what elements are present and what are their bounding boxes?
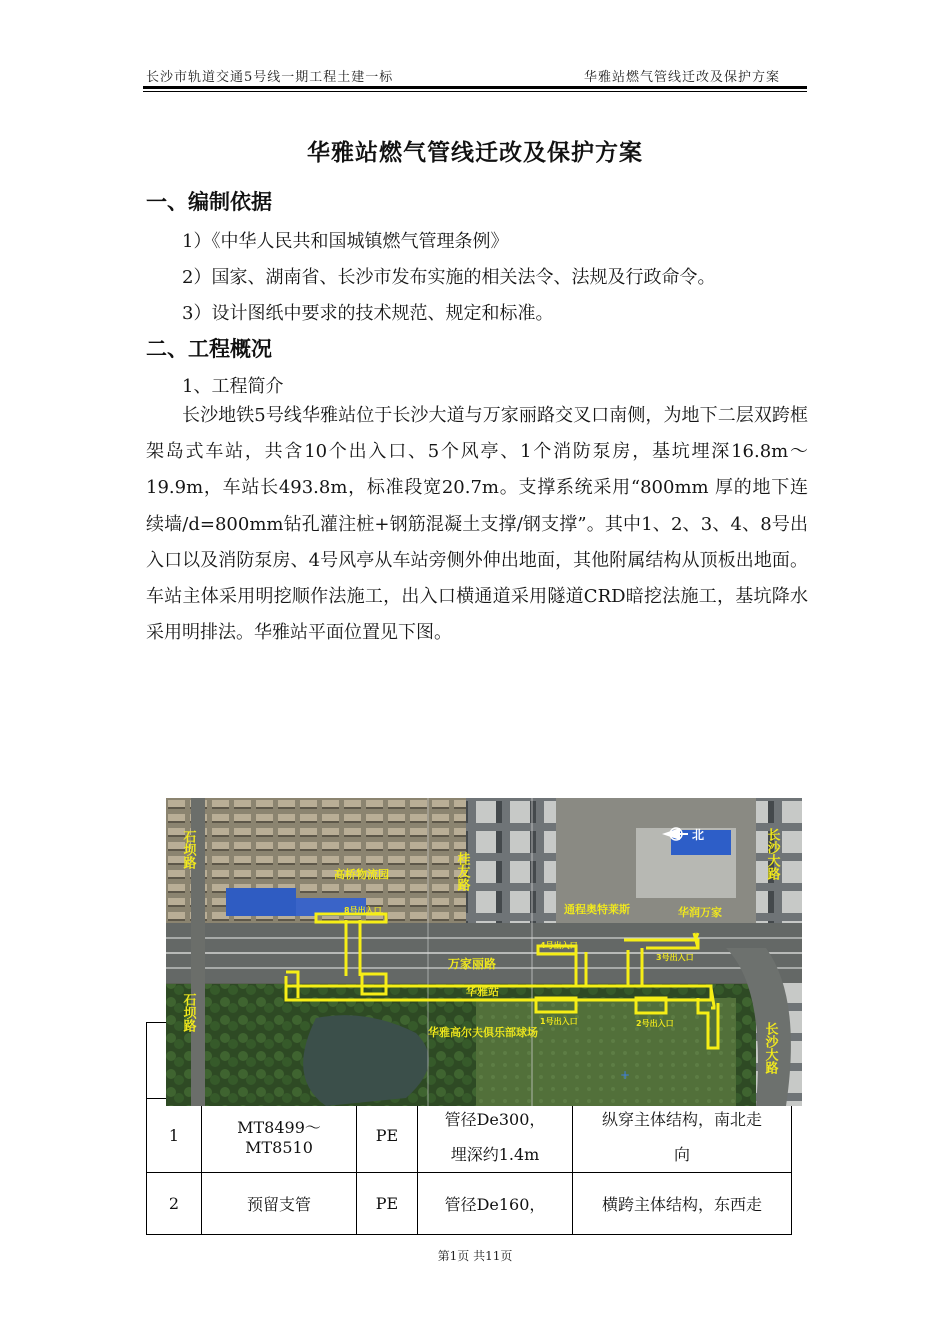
document-title: 华雅站燃气管线迁改及保护方案 (307, 140, 643, 166)
cell-material: PE (357, 1099, 418, 1173)
header-rule (143, 86, 807, 89)
header-left: 长沙市轨道交通5号线一期工程土建一标 (146, 70, 394, 85)
header-rule-thin (143, 91, 807, 92)
map-label-golf: 华雅高尔夫俱乐部球场 (428, 1026, 538, 1039)
cell-material: PE (357, 1173, 418, 1235)
header-right: 华雅站燃气管线迁改及保护方案 (583, 70, 780, 85)
spec-line: 管径De300， (444, 1109, 546, 1129)
station-location-map (166, 798, 802, 1106)
map-label-changsha-ave: 长沙大路 (764, 828, 780, 880)
map-label-gaoqiao: 高桥物流园 (334, 868, 389, 881)
map-label-exit-2: 2号出入口 (636, 1019, 674, 1028)
map-label-station: 华雅站 (466, 985, 499, 998)
table-row (147, 1173, 792, 1235)
map-label-wanjiali-road: 万家丽路 (448, 957, 497, 971)
map-label-exit-1: 1号出入口 (540, 1017, 578, 1026)
cell-name: 预留支管 (202, 1173, 357, 1235)
basis-item-2: 2）国家、湖南省、长沙市发布实施的相关法令、法规及行政命令。 (182, 267, 716, 288)
basis-item-3: 3）设计图纸中要求的技术规范、规定和标准。 (182, 303, 554, 324)
cell-no: 1 (147, 1099, 202, 1173)
map-label-guiyou-road: 桂友路 (454, 852, 470, 891)
page-footer: 第1页 共11页 (437, 1249, 513, 1263)
table-row (147, 1099, 792, 1173)
cell-desc (573, 1173, 792, 1235)
desc-line: 横跨主体结构，东西走 (601, 1195, 762, 1214)
desc-line: 向 (673, 1144, 690, 1164)
cell-spec (418, 1173, 573, 1235)
map-label-exit-8: 8号出入口 (344, 906, 382, 915)
section-heading-overview: 二、工程概况 (146, 337, 272, 361)
subsection-heading: 1、工程简介 (182, 376, 284, 397)
cell-spec (418, 1099, 573, 1173)
blue-warehouse (226, 888, 296, 916)
north-label: 北 (692, 828, 705, 842)
map-label-shiba-road-2: 石坝路 (180, 993, 196, 1032)
cell-no: 2 (147, 1173, 202, 1235)
map-label-yuancheng: 通程奥特莱斯 (564, 903, 630, 916)
basis-item-1: 1）《中华人民共和国城镇燃气管理条例》 (182, 231, 509, 252)
map-label-exit-4: 4号出入口 (540, 941, 578, 950)
tower-buildings (466, 798, 556, 928)
map-label-exit-3: 3号出入口 (656, 953, 694, 962)
section-heading-basis: 一、编制依据 (146, 190, 272, 214)
map-label-huarun: 华润万家 (678, 906, 722, 919)
map-label-shiba-road: 石坝路 (180, 830, 196, 869)
cell-desc (573, 1099, 792, 1173)
location-marker-icon: + (620, 1068, 631, 1082)
spec-line: 管径De160， (444, 1195, 546, 1214)
map-label-changsha-ave-2: 长沙大路 (762, 1022, 778, 1074)
desc-line: 纵穿主体结构，南北走 (601, 1109, 762, 1129)
overview-paragraph: 长沙地铁5号线华雅站位于长沙大道与万家丽路交叉口南侧，为地下二层双跨框架岛式车站，共含10个出入口、5个风亭、1个消防泵房，基坑埋深16.8m～19.9m，车站长493.8m，标准段宽20.7m。支撑系统采用“800mm 厚的地下连续墙/d=800mm钻孔灌注桩+钢筋混凝土支撑/钢支撑”。其中1、2、3、4、8号出入口以及消防泵房、4号风亭从车站旁侧外伸出地面，其他附属结构从顶板出地面。车站主体采用明挖顺作法施工，出入口横通道采用隧道CRD暗挖法施工，基坑降水采用明排法。华雅站平面位置见下图。 (146, 405, 808, 644)
cell-name: MT8499～MT8510 (202, 1099, 357, 1173)
spec-line: 埋深约1.4m (450, 1144, 540, 1164)
